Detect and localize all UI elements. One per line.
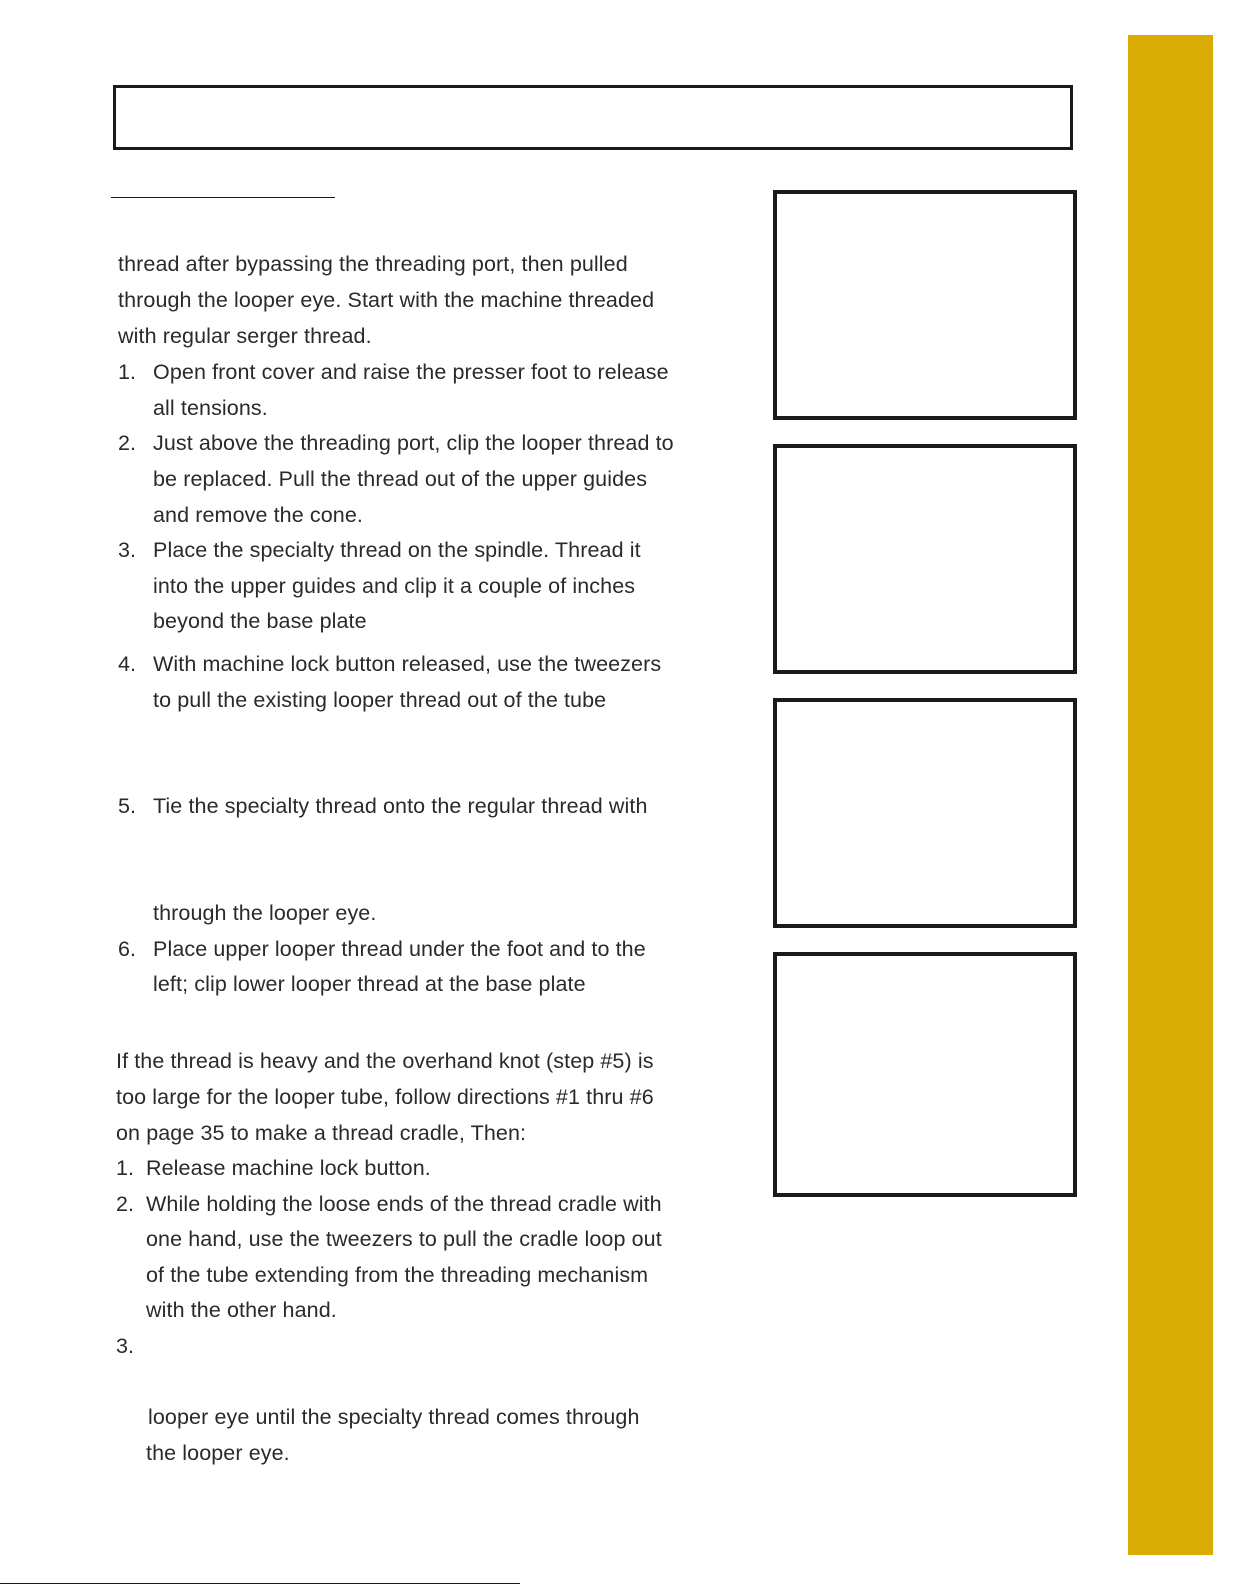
illustration-frame-3 [773, 698, 1077, 928]
step-number: 1. [116, 1156, 134, 1180]
illustration-frame-4 [773, 952, 1077, 1197]
step-text: Release machine lock button. [146, 1156, 431, 1180]
side-tab-bar [1128, 35, 1213, 1555]
intro-line: thread after bypassing the threading port, then pulled [118, 252, 628, 276]
illustration-frame-1 [773, 190, 1077, 420]
step-text: looper eye until the specialty thread comes through [148, 1405, 640, 1429]
step-text: Open front cover and raise the presser foot to release [153, 360, 669, 384]
para2-line: too large for the looper tube, follow directions #1 thru #6 [116, 1085, 654, 1109]
intro-line: with regular serger thread. [118, 324, 372, 348]
step-text: Place the specialty thread on the spindle. Thread it [153, 538, 641, 562]
illustration-frame-2 [773, 444, 1077, 674]
step-number: 3. [118, 538, 136, 562]
step-text: through the looper eye. [153, 901, 377, 925]
step-text: one hand, use the tweezers to pull the cradle loop out [146, 1227, 662, 1251]
para2-line: on page 35 to make a thread cradle, Then: [116, 1121, 527, 1145]
footer-rule [0, 1583, 520, 1584]
intro-line: through the looper eye. Start with the machine threaded [118, 288, 655, 312]
step-text: into the upper guides and clip it a couple of inches [153, 574, 636, 598]
step-number: 4. [118, 652, 136, 676]
step-number: 6. [118, 937, 136, 961]
step-text: of the tube extending from the threading mechanism [146, 1263, 649, 1287]
para2-line: If the thread is heavy and the overhand knot (step #5) is [116, 1049, 654, 1073]
step-text: all tensions. [153, 396, 268, 420]
step-text: the looper eye. [146, 1441, 290, 1465]
step-number: 2. [116, 1192, 134, 1216]
step-text: beyond the base plate [153, 609, 367, 633]
step-text: Place upper looper thread under the foot and to the [153, 937, 646, 961]
step-number: 3. [116, 1334, 134, 1358]
step-number: 5. [118, 794, 136, 818]
step-number: 2. [118, 431, 136, 455]
step-text: Tie the specialty thread onto the regular thread with [153, 794, 648, 818]
step-text: left; clip lower looper thread at the base plate [153, 972, 586, 996]
step-text: be replaced. Pull the thread out of the upper guides [153, 467, 648, 491]
step-text: While holding the loose ends of the thread cradle with [146, 1192, 662, 1216]
page-title-box [113, 85, 1073, 150]
step-number: 1. [118, 360, 136, 384]
step-text: Just above the threading port, clip the looper thread to [153, 431, 674, 455]
step-text: With machine lock button released, use the tweezers [153, 652, 662, 676]
step-text: with the other hand. [146, 1298, 337, 1322]
step-text: to pull the existing looper thread out of the tube [153, 688, 607, 712]
step-text: and remove the cone. [153, 503, 363, 527]
section-heading-rule [111, 197, 335, 198]
